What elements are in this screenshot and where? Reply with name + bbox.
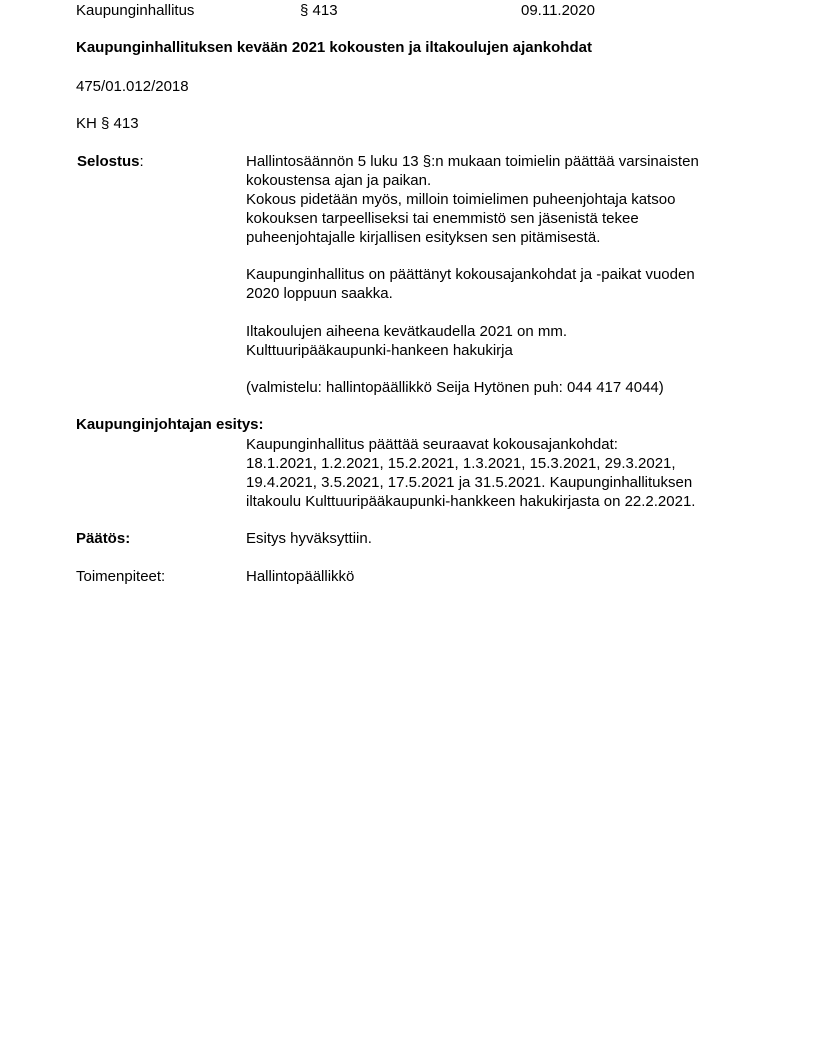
diary-number: 475/01.012/2018	[76, 78, 189, 95]
esitys-text: Kaupunginhallitus päättää seuraavat kokousajankohdat: 18.1.2021, 1.2.2021, 15.2.2021, 1.3.2021, 15.3.2021, 29.3.2021, 19.4.2021, 3.5.2021, 17.5.2021 ja 31.5.2021. Kaupunginhallituksen iltakoulu Kulttuuripääkaupunki-hankkeen hakukirjasta on 22.2.2021.	[246, 436, 696, 510]
header-section: § 413	[300, 2, 338, 19]
selostus-label	[77, 152, 144, 171]
paatos-label: Päätös:	[76, 530, 131, 547]
selostus-paragraph-4: (valmistelu: hallintopäällikkö Seija Hytönen puh: 044 417 4044)	[246, 379, 664, 396]
esitys-label: Kaupunginjohtajan esitys:	[76, 416, 264, 433]
document-title: Kaupunginhallituksen kevään 2021 kokousten ja iltakoulujen ajankohdat	[76, 39, 592, 56]
toimenpiteet-label: Toimenpiteet:	[76, 568, 166, 585]
header-date: 09.11.2020	[521, 2, 595, 19]
selostus-label-text: Selostus	[77, 153, 140, 170]
selostus-label-colon: :	[139, 153, 144, 170]
reference: KH § 413	[76, 115, 139, 132]
paatos-text: Esitys hyväksyttiin.	[246, 530, 372, 547]
header-organ: Kaupunginhallitus	[76, 2, 195, 19]
selostus-paragraph-3: Iltakoulujen aiheena kevätkaudella 2021 on mm. Kulttuuripääkaupunki-hankeen hakukirja	[246, 323, 568, 359]
selostus-paragraph-1: Hallintosäännön 5 luku 13 §:n mukaan toimielin päättää varsinaisten kokoustensa ajan ja paikan. Kokous pidetään myös, milloin toimielimen puheenjohtaja katsoo kokouksen tarpeelliseksi tai enemmistö sen jäsenistä tekee puheenjohtajalle kirjallisen esityksen sen pitämisestä.	[246, 153, 699, 246]
selostus-paragraph-2: Kaupunginhallitus on päättänyt kokousajankohdat ja -paikat vuoden 2020 loppuun saakka.	[246, 266, 695, 302]
toimenpiteet-text: Hallintopäällikkö	[246, 568, 355, 585]
